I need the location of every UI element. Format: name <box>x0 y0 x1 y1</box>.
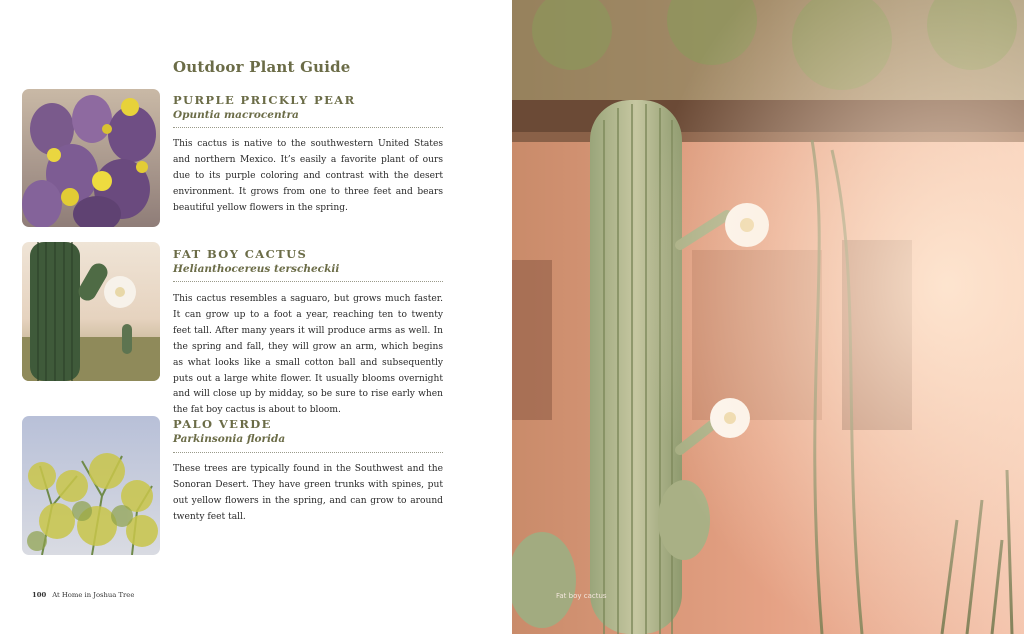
plant-name: PURPLE PRICKLY PEAR <box>173 93 356 107</box>
photo-caption: Fat boy cactus <box>556 592 607 600</box>
book-title: At Home in Joshua Tree <box>52 591 135 599</box>
divider <box>173 281 443 282</box>
guide-title: Outdoor Plant Guide <box>173 58 351 76</box>
page-footer <box>32 591 134 599</box>
plant-latin-name: Helianthocereus terscheckii <box>173 263 340 275</box>
plant-latin-name: Opuntia macrocentra <box>173 109 299 121</box>
palo-verde-photo <box>22 416 160 555</box>
photo-illustration <box>512 0 1024 634</box>
fat-boy-cactus-photo <box>22 242 160 381</box>
plant-name: FAT BOY CACTUS <box>173 247 308 261</box>
plant-description: This cactus resembles a saguaro, but grows much faster. It can grow up to a foot a year, reaching ten to twenty feet tall. After many years it will produce arms as well. In the spring and fall, they will grow an arm, which begins as what looks like a small cotton ball and subsequently puts out a large white flower. It usually blooms overnight and will close up by midday, so be sure to rise early when the fat boy cactus is about to bloom. <box>173 294 443 416</box>
plant-latin-name: Parkinsonia florida <box>173 433 286 445</box>
purple-prickly-pear-photo <box>22 89 160 227</box>
fat-boy-cactus-full-photo <box>512 0 1024 634</box>
divider <box>173 127 443 128</box>
plant-name: PALO VERDE <box>173 417 272 431</box>
plant-description: This cactus is native to the southwestern United States and northern Mexico. It’s easily a favorite plant of ours due to its purple coloring and contrast with the desert environment. It grows from one to three feet and bears beautiful yellow flowers in the spring. <box>173 139 443 213</box>
divider <box>173 452 443 453</box>
page-number: 100 <box>32 591 47 599</box>
plant-description: These trees are typically found in the Southwest and the Sonoran Desert. They have green trunks with spines, put out yellow flowers in the spring, and can grow to around twenty feet tall. <box>173 464 443 522</box>
